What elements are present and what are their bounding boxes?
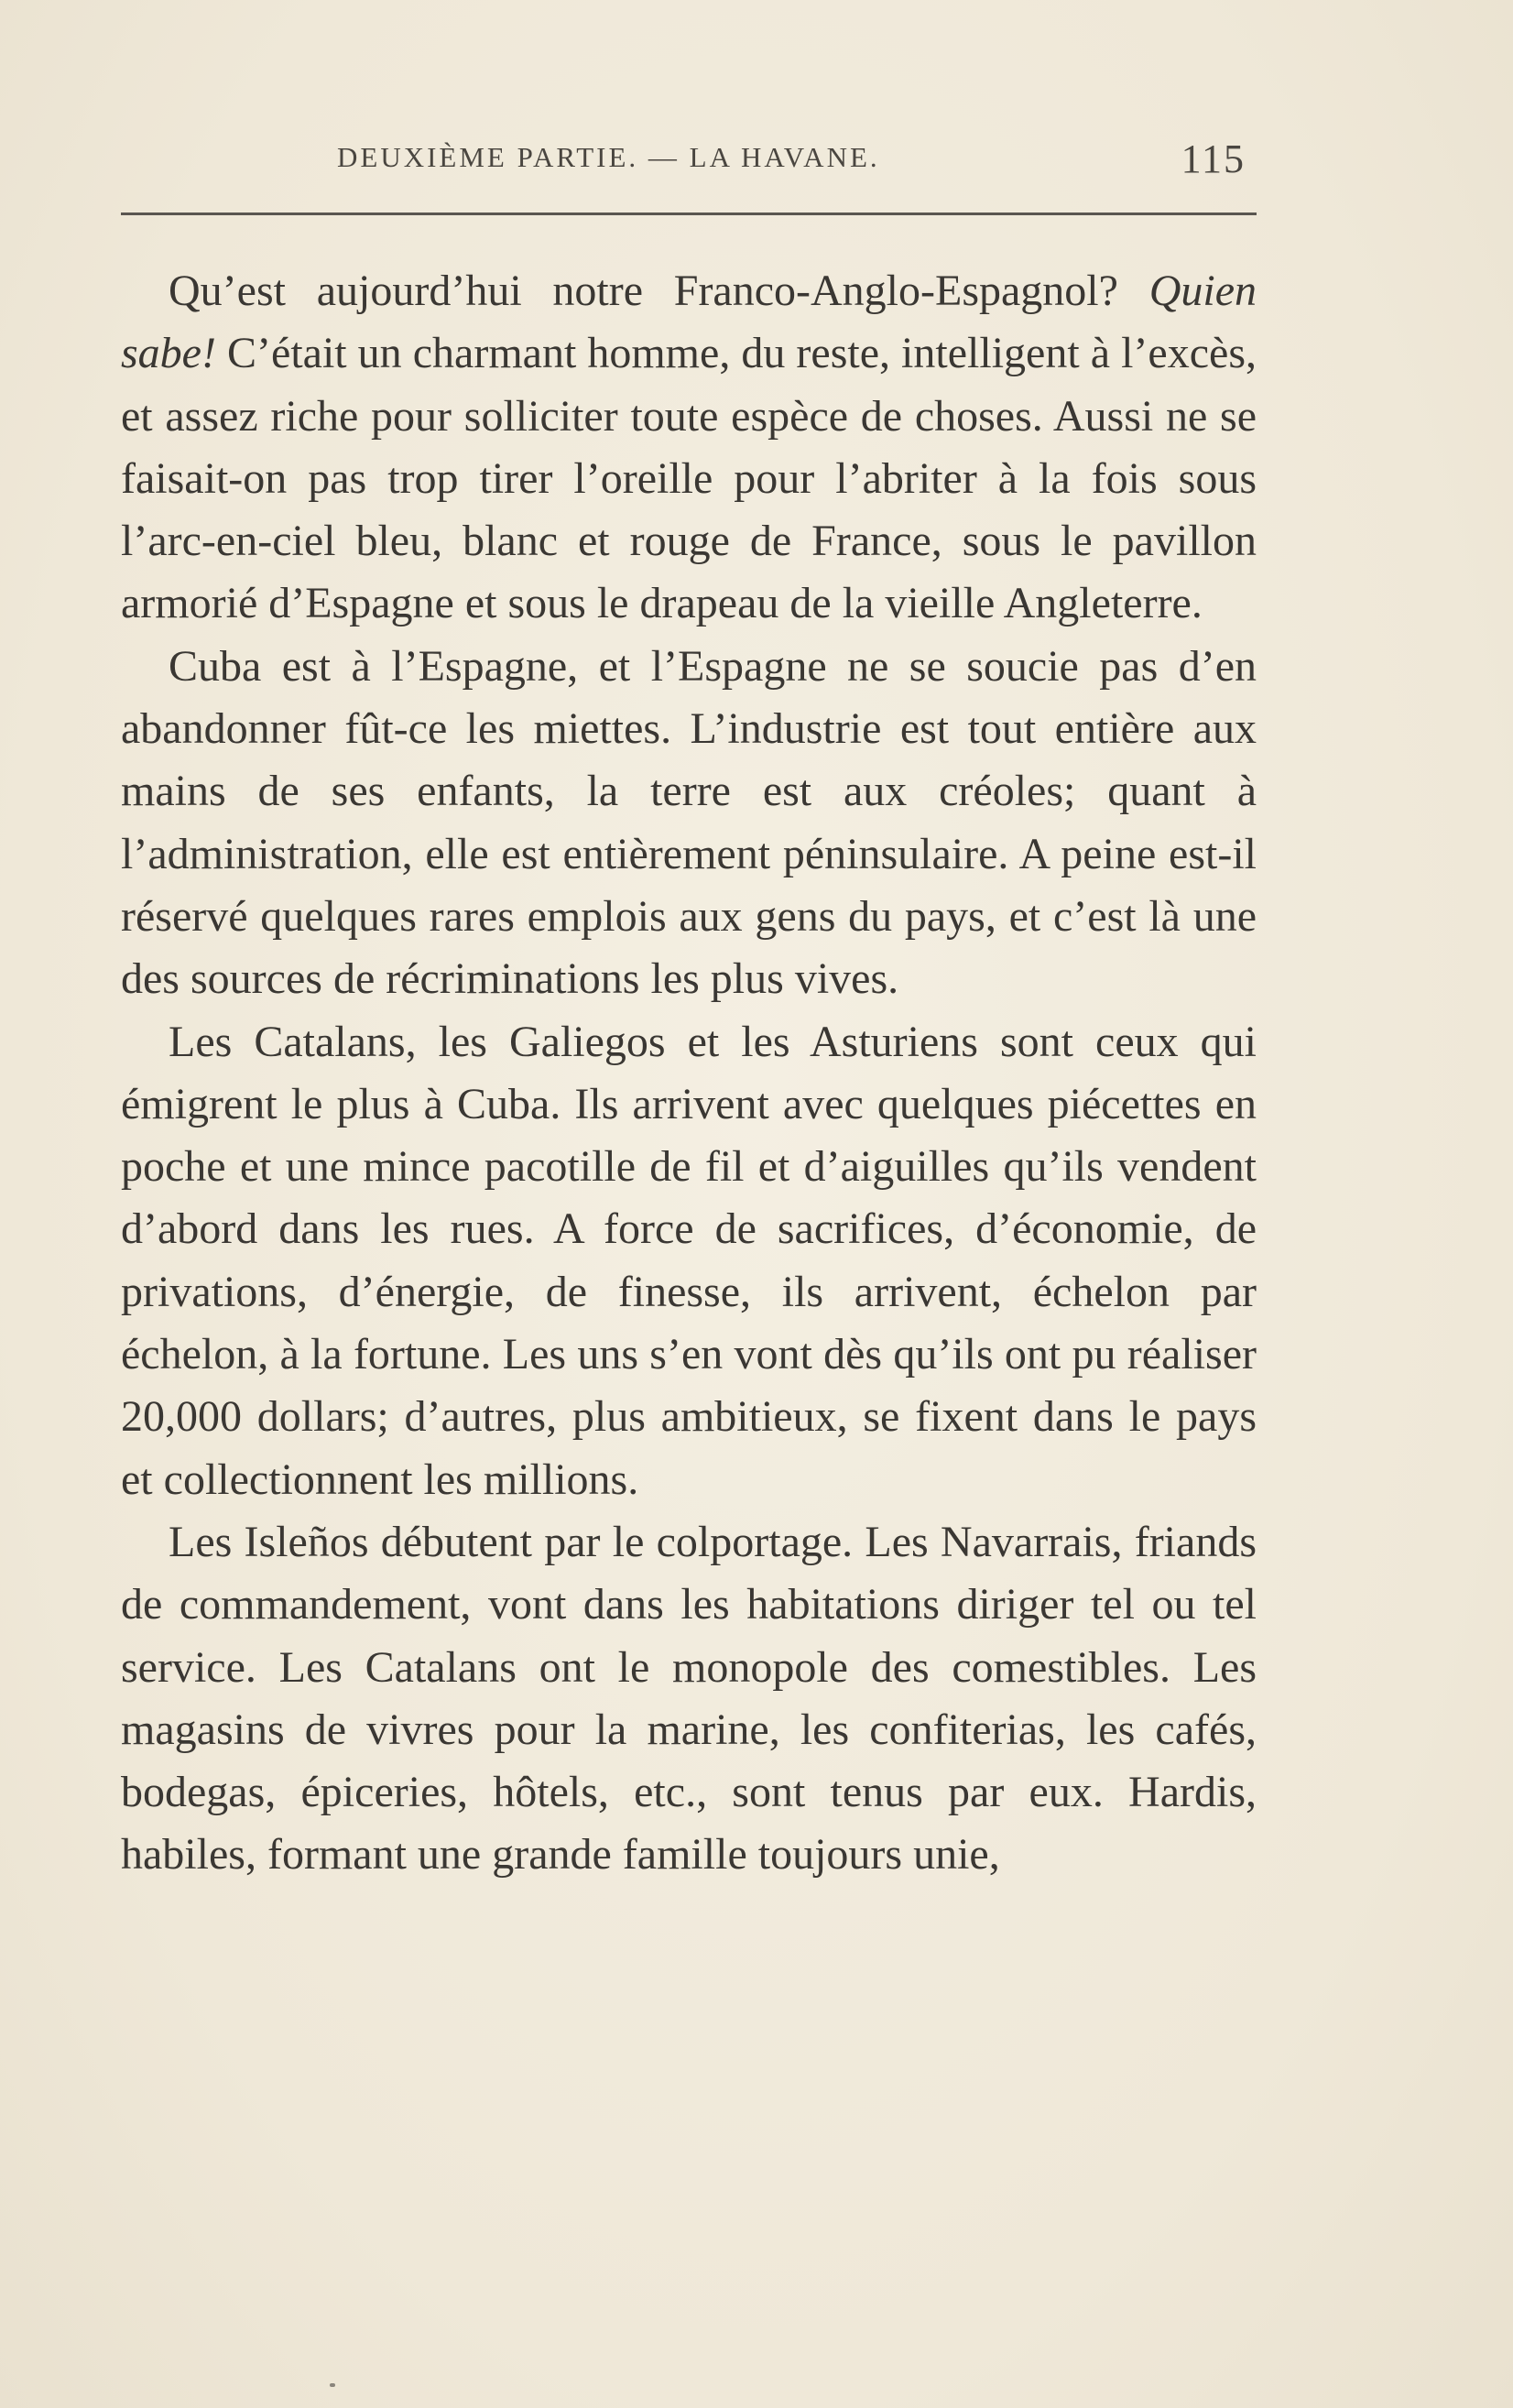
paragraph-text: Qu’est aujourd’hui notre Franco-Anglo-Espagnol? [169, 267, 1149, 315]
paragraph: Cuba est à l’Espagne, et l’Espagne ne se soucie pas d’en abandonner fût-ce les miettes. L’industrie est tout entière aux mains de ses enfants, la terre est aux créoles; quant à l’administration, elle est entièrement péninsulaire. A peine est-il réservé quelques rares emplois aux gens du pays, et c’est là une des sources de récriminations les plus vives. [121, 641, 1257, 1004]
running-head [337, 136, 1246, 180]
paragraph: Les Isleños débutent par le colportage. Les Navarrais, friands de commandement, vont dans les habitations diriger tel ou tel service. Les Catalans ont le monopole des comestibles. Les magasins de vivres pour la marine, les confiterias, les cafés, bodegas, épiceries, hôtels, etc., sont tenus par eux. Hardis, habiles, formant une grande famille toujours unie, [121, 1517, 1257, 1880]
italic-phrase: Quien sabe! [121, 267, 1257, 378]
page-number: 115 [1181, 136, 1246, 181]
paragraph [121, 260, 1257, 636]
body-text [121, 260, 1257, 1887]
paper-speck [330, 2383, 335, 2387]
running-title: DEUXIÈME PARTIE. — LA HAVANE. [337, 141, 880, 173]
header-rule [121, 212, 1257, 215]
paragraph: Les Catalans, les Galiegos et les Asturiens sont ceux qui émigrent le plus à Cuba. Ils arrivent avec quelques piécettes en poche et une mince pacotille de fil et d’aiguilles qu’ils vendent d’abord dans les rues. A force de sacrifices, d’économie, de privations, d’énergie, de finesse, ils arrivent, échelon par échelon, à la fortune. Les uns s’en vont dès qu’ils ont pu réaliser 20,000 dollars; d’autres, plus ambitieux, se fixent dans le pays et collectionnent les millions. [121, 1017, 1257, 1504]
paragraph-text: C’était un charmant homme, du reste, intelligent à l’excès, et assez riche pour solliciter toute espèce de choses. Aussi ne se faisait-on pas trop tirer l’oreille pour l’abriter à la fois sous l’arc-en-ciel bleu, blanc et rouge de France, sous le pavillon armorié d’Espagne et sous le drapeau de la vieille Angleterre. [121, 329, 1257, 628]
